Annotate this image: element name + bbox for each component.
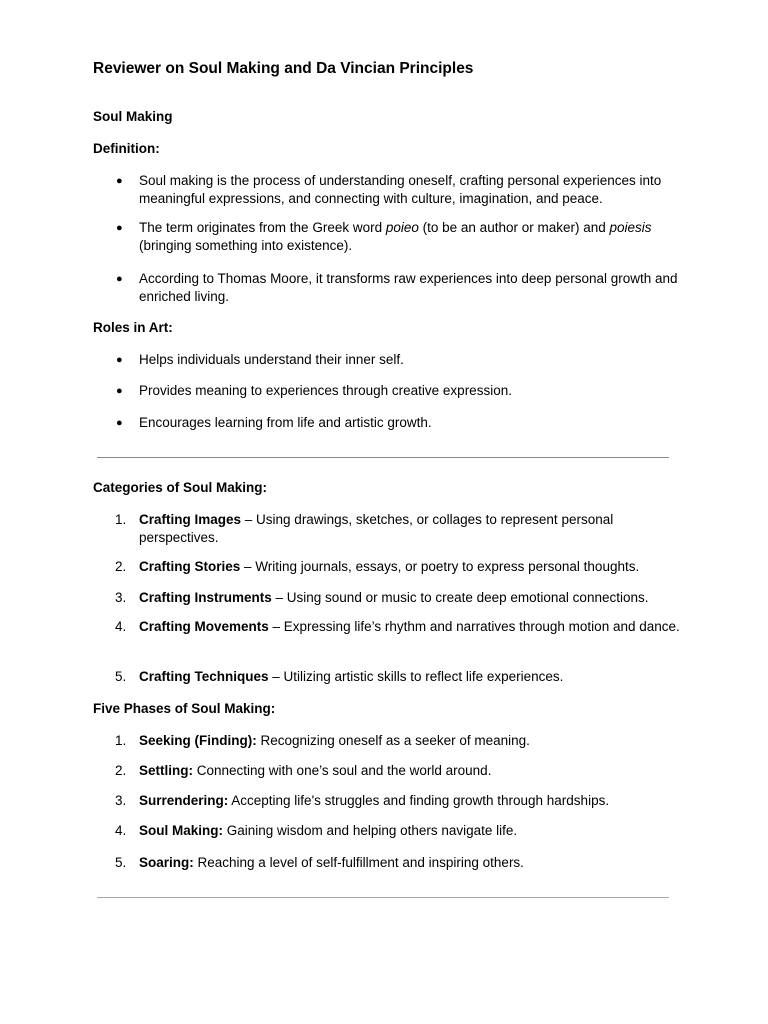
phase-item-5 [115,854,684,872]
phase-desc: Accepting life's struggles and finding growth through hardships. [228,793,610,808]
roles-bullet-1-text: Helps individuals understand their inner self. [139,352,404,367]
list-number: 3. [115,793,127,808]
definition-bullet-1 [116,172,684,208]
phase-item-2 [115,762,684,780]
phase-item-3 [115,792,684,810]
definition-bullet-1-text: Soul making is the process of understanding oneself, crafting personal experiences into meaningful expressions, and connecting with culture, imagination, and peace. [139,173,662,206]
phase-desc: Gaining wisdom and helping others navigate life. [223,823,518,838]
definition-bullet-2 [116,219,684,255]
roles-bullet-3-text: Encourages learning from life and artistic growth. [139,415,432,430]
bullet-marker: ● [116,175,123,187]
list-number: 5. [115,855,127,870]
list-number: 5. [115,669,127,684]
phase-desc: Recognizing oneself as a seeker of meaning. [256,733,530,748]
category-desc: – Writing journals, essays, or poetry to express personal thoughts. [240,559,640,574]
category-term: Crafting Techniques [139,669,269,684]
bullet-marker: ● [116,354,123,366]
greek-term-poieo: poieo [385,220,419,235]
phase-desc: Connecting with one’s soul and the world around. [193,763,492,778]
list-number: 1. [115,512,127,527]
document-title: Reviewer on Soul Making and Da Vincian Principles [93,60,474,77]
category-item-1 [115,511,684,547]
roles-bullet-1 [116,351,684,369]
phase-term: Soul Making: [139,823,223,838]
phase-item-1 [115,732,684,750]
category-desc: – Using sound or music to create deep emotional connections. [271,590,649,605]
category-term: Crafting Instruments [139,590,272,605]
category-desc: – Utilizing artistic skills to reflect life experiences. [268,669,564,684]
bullet-marker: ● [116,273,123,285]
definition-bullet-2-pre: The term originates from the Greek word [139,220,386,235]
category-item-5 [115,668,684,686]
list-number: 2. [115,763,127,778]
roles-bullet-3 [116,414,684,432]
bullet-marker: ● [116,222,123,234]
category-desc: – Expressing life’s rhythm and narratives through motion and dance. [268,619,680,634]
category-item-3 [115,589,699,607]
category-desc: – Using drawings, sketches, or collages to represent personal perspectives. [139,512,614,545]
greek-term-poiesis: poiesis [609,220,652,235]
phase-item-4 [115,822,684,840]
phase-term: Seeking (Finding): [139,733,257,748]
categories-heading: Categories of Soul Making: [93,480,268,495]
roles-heading: Roles in Art: [93,320,173,335]
section-divider [97,457,669,458]
phase-term: Settling: [139,763,193,778]
category-item-2 [115,558,684,576]
list-number: 1. [115,733,127,748]
phase-term: Soaring: [139,855,194,870]
list-number: 2. [115,559,127,574]
roles-bullet-2-text: Provides meaning to experiences through creative expression. [139,383,512,398]
section-divider-bottom [97,897,669,898]
phases-heading: Five Phases of Soul Making: [93,701,276,716]
list-number: 3. [115,590,127,605]
section-title-soul-making: Soul Making [93,109,173,124]
definition-bullet-2-post: (bringing something into existence). [139,238,353,253]
phase-term: Surrendering: [139,793,229,808]
list-number: 4. [115,823,127,838]
bullet-marker: ● [116,385,123,397]
definition-bullet-3 [116,270,684,306]
definition-heading: Definition: [93,141,160,156]
definition-bullet-2-mid: (to be an author or maker) and [418,220,610,235]
category-term: Crafting Images [139,512,242,527]
list-number: 4. [115,619,127,634]
phase-desc: Reaching a level of self-fulfillment and inspiring others. [193,855,524,870]
definition-bullet-3-text: According to Thomas Moore, it transforms raw experiences into deep personal growth and enriched living. [139,271,678,304]
bullet-marker: ● [116,417,123,429]
category-item-4 [115,618,684,636]
category-term: Crafting Movements [139,619,269,634]
category-term: Crafting Stories [139,559,241,574]
roles-bullet-2 [116,382,684,400]
